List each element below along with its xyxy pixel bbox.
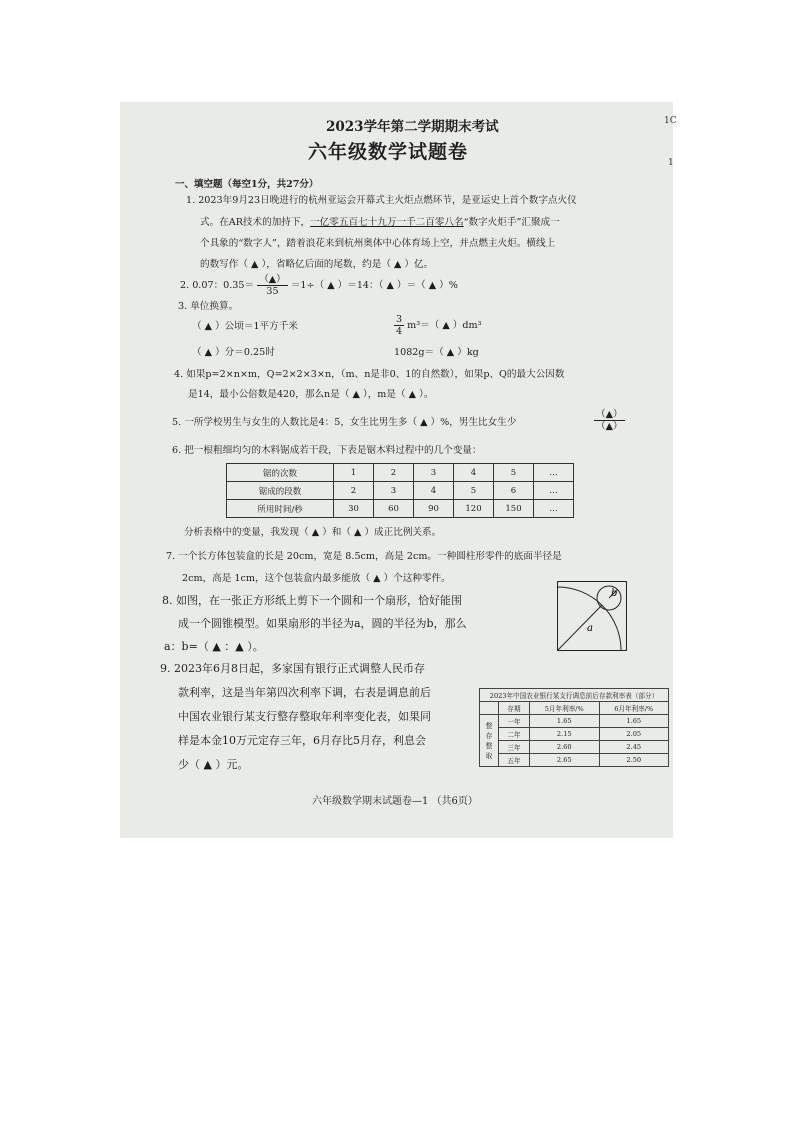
label-a: a bbox=[587, 623, 593, 634]
table-row bbox=[480, 689, 669, 702]
q9-line4: 样是本金10万元定存三年，6月存比5月存，利息会 bbox=[178, 734, 426, 747]
q8-line3: a：b=（ ▲ ：▲ ）。 bbox=[164, 640, 264, 653]
table-cell: 30 bbox=[334, 500, 374, 518]
table-cell: … bbox=[534, 500, 574, 518]
q5-line: 5. 一所学校男生与女生的人数比是4：5，女生比男生多（ ▲ ）%，男生比女生少 bbox=[172, 417, 517, 428]
table-cell: 存期 bbox=[499, 702, 530, 715]
table-cell: 2.50 bbox=[599, 754, 669, 767]
rate-table-side-label: 整存整取 bbox=[480, 715, 499, 767]
table-cell: … bbox=[534, 482, 574, 500]
table-cell: 二年 bbox=[499, 728, 530, 741]
table-cell: … bbox=[534, 464, 574, 482]
table-cell: 2.05 bbox=[599, 728, 669, 741]
table-cell: 锯成的段数 bbox=[227, 482, 334, 500]
rate-table-title: 2023年中国农业银行某支行调息前后存款利率表（部分） bbox=[480, 689, 669, 702]
table-row bbox=[480, 741, 669, 754]
q4-line1: 4. 如果p=2×n×m，Q=2×2×3×n，（m、n是非0、1的自然数），如果p、Q的最大公因数 bbox=[174, 369, 565, 380]
table-cell: 150 bbox=[494, 500, 534, 518]
q5-fraction bbox=[594, 409, 625, 432]
table-cell: 2 bbox=[374, 464, 414, 482]
table-row bbox=[480, 702, 669, 715]
q2-line bbox=[180, 274, 458, 297]
interest-rate-table bbox=[479, 688, 669, 767]
q1-line3: 个具象的“数字人”，踏着浪花来到杭州奥体中心体育场上空，并点燃主火炬。横线上 bbox=[200, 238, 556, 249]
q3-fraction-den: 4 bbox=[396, 326, 403, 337]
table-cell: 3 bbox=[414, 464, 454, 482]
table-cell: 2 bbox=[334, 482, 374, 500]
margin-mark-top: 1C bbox=[664, 116, 677, 126]
sector-radius-line bbox=[558, 605, 603, 651]
label-b: b bbox=[611, 588, 618, 599]
table-cell: 锯的次数 bbox=[227, 464, 334, 482]
q9-line3: 中国农业银行某支行整存整取年利率变化表，如果同 bbox=[178, 710, 431, 723]
q1-line2-start: 式。在AR技术的加持下， bbox=[200, 217, 311, 228]
q3-row1-right-text: m³＝（ ▲ ）dm³ bbox=[407, 320, 482, 331]
table-cell: 4 bbox=[414, 482, 454, 500]
table-cell: 2.65 bbox=[530, 754, 600, 767]
q7-line2: 2cm，高是 1cm，这个包装盒内最多能放（ ▲ ）个这种零件。 bbox=[182, 573, 451, 584]
exam-subtitle: 六年级数学试题卷 bbox=[308, 141, 469, 163]
q5-fraction-den: （▲） bbox=[596, 421, 623, 432]
table-cell: 2.15 bbox=[530, 728, 600, 741]
q3-row2-right: 1082g＝（ ▲ ）kg bbox=[394, 347, 479, 358]
q9-line2: 款利率，这是当年第四次利率下调，右表是调息前后 bbox=[178, 686, 431, 699]
q3-fraction-num: 3 bbox=[396, 314, 403, 325]
q1-line1: 1. 2023年9月23日晚进行的杭州亚运会开幕式主火炬点燃环节，是亚运史上首个数字点火仪 bbox=[186, 195, 577, 206]
table-cell: 三年 bbox=[499, 741, 530, 754]
table-row bbox=[480, 715, 669, 728]
margin-mark-side: 1 bbox=[668, 158, 674, 168]
q6-after: 分析表格中的变量，我发现（ ▲ ）和（ ▲ ）成正比例关系。 bbox=[184, 527, 442, 538]
q2-fraction-num: （▲） bbox=[259, 274, 286, 285]
exam-page-photo bbox=[120, 102, 677, 838]
q3-fraction bbox=[394, 314, 404, 337]
table-row bbox=[227, 464, 574, 482]
page-footer: 六年级数学期末试题卷—1 （共6页） bbox=[312, 796, 478, 807]
q4-line2: 是14，最小公倍数是420，那么n是（ ▲ ），m是（ ▲ ）。 bbox=[188, 389, 434, 400]
section-heading: 一、填空题（每空1分，共27分） bbox=[175, 179, 319, 190]
table-cell: 5 bbox=[494, 464, 534, 482]
q1-line4: 的数写作（ ▲ ），省略亿后面的尾数，约是（ ▲ ）亿。 bbox=[200, 259, 434, 270]
q7-line1: 7. 一个长方体包装盒的长是 20cm，宽是 8.5cm，高是 2cm。一种圆柱形零件的底面半径是 bbox=[166, 551, 562, 562]
table-cell: 1.65 bbox=[530, 715, 600, 728]
q1-line2-end: “数字火炬手”汇聚成一 bbox=[463, 217, 560, 228]
table-row bbox=[480, 728, 669, 741]
q9-line1: 9. 2023年6月8日起，多家国有银行正式调整人民币存 bbox=[160, 662, 425, 675]
q2-fraction-den: 35 bbox=[266, 286, 279, 297]
q2-fraction bbox=[257, 274, 288, 297]
q5-fraction-box bbox=[594, 409, 625, 432]
table-row bbox=[227, 500, 574, 518]
q1-line2 bbox=[200, 216, 560, 229]
exam-title: 2023学年第二学期期末考试 bbox=[326, 119, 499, 135]
q3-title: 3. 单位换算。 bbox=[178, 301, 239, 312]
table-cell: 1.65 bbox=[599, 715, 669, 728]
q8-line2: 成一个圆锥模型。如果扇形的半径为a，圆的半径为b，那么 bbox=[178, 617, 467, 630]
table-cell: 2.45 bbox=[599, 741, 669, 754]
table-cell: 6月年利率/% bbox=[599, 702, 669, 715]
table-cell bbox=[480, 702, 499, 715]
table-cell: 120 bbox=[454, 500, 494, 518]
table-cell: 2.60 bbox=[530, 741, 600, 754]
q9-line5: 少（ ▲ ）元。 bbox=[178, 758, 249, 771]
q8-line1: 8. 如图，在一张正方形纸上剪下一个圆和一个扇形，恰好能围 bbox=[162, 594, 462, 607]
table-cell: 一年 bbox=[499, 715, 530, 728]
table-cell: 1 bbox=[334, 464, 374, 482]
table-cell: 4 bbox=[454, 464, 494, 482]
q3-row2-left: （ ▲ ）分＝0.25时 bbox=[192, 347, 275, 358]
q5-fraction-num: （▲） bbox=[596, 409, 623, 420]
cone-net-diagram bbox=[557, 581, 627, 651]
table-row bbox=[227, 482, 574, 500]
table-cell: 五年 bbox=[499, 754, 530, 767]
q1-underlined-number: 一亿零五百七十九万一千二百零八名 bbox=[310, 217, 464, 228]
q2-pre: 2. 0.07：0.35＝ bbox=[180, 280, 255, 291]
table-row bbox=[480, 754, 669, 767]
sawing-table bbox=[226, 463, 574, 518]
table-cell: 5月年利率/% bbox=[530, 702, 600, 715]
table-cell: 5 bbox=[454, 482, 494, 500]
q2-post: ＝1÷（ ▲ ）＝14：（ ▲ ）＝（ ▲ ）% bbox=[290, 280, 458, 291]
q6-line: 6. 把一根粗细均匀的木料锯成若干段，下表是锯木料过程中的几个变量： bbox=[172, 445, 482, 456]
table-cell: 6 bbox=[494, 482, 534, 500]
q3-row1-left: （ ▲ ）公顷＝1平方千米 bbox=[192, 321, 298, 332]
q3-row1-right bbox=[394, 314, 481, 337]
table-cell: 60 bbox=[374, 500, 414, 518]
table-cell: 3 bbox=[374, 482, 414, 500]
table-cell: 所用时间/秒 bbox=[227, 500, 334, 518]
table-cell: 90 bbox=[414, 500, 454, 518]
